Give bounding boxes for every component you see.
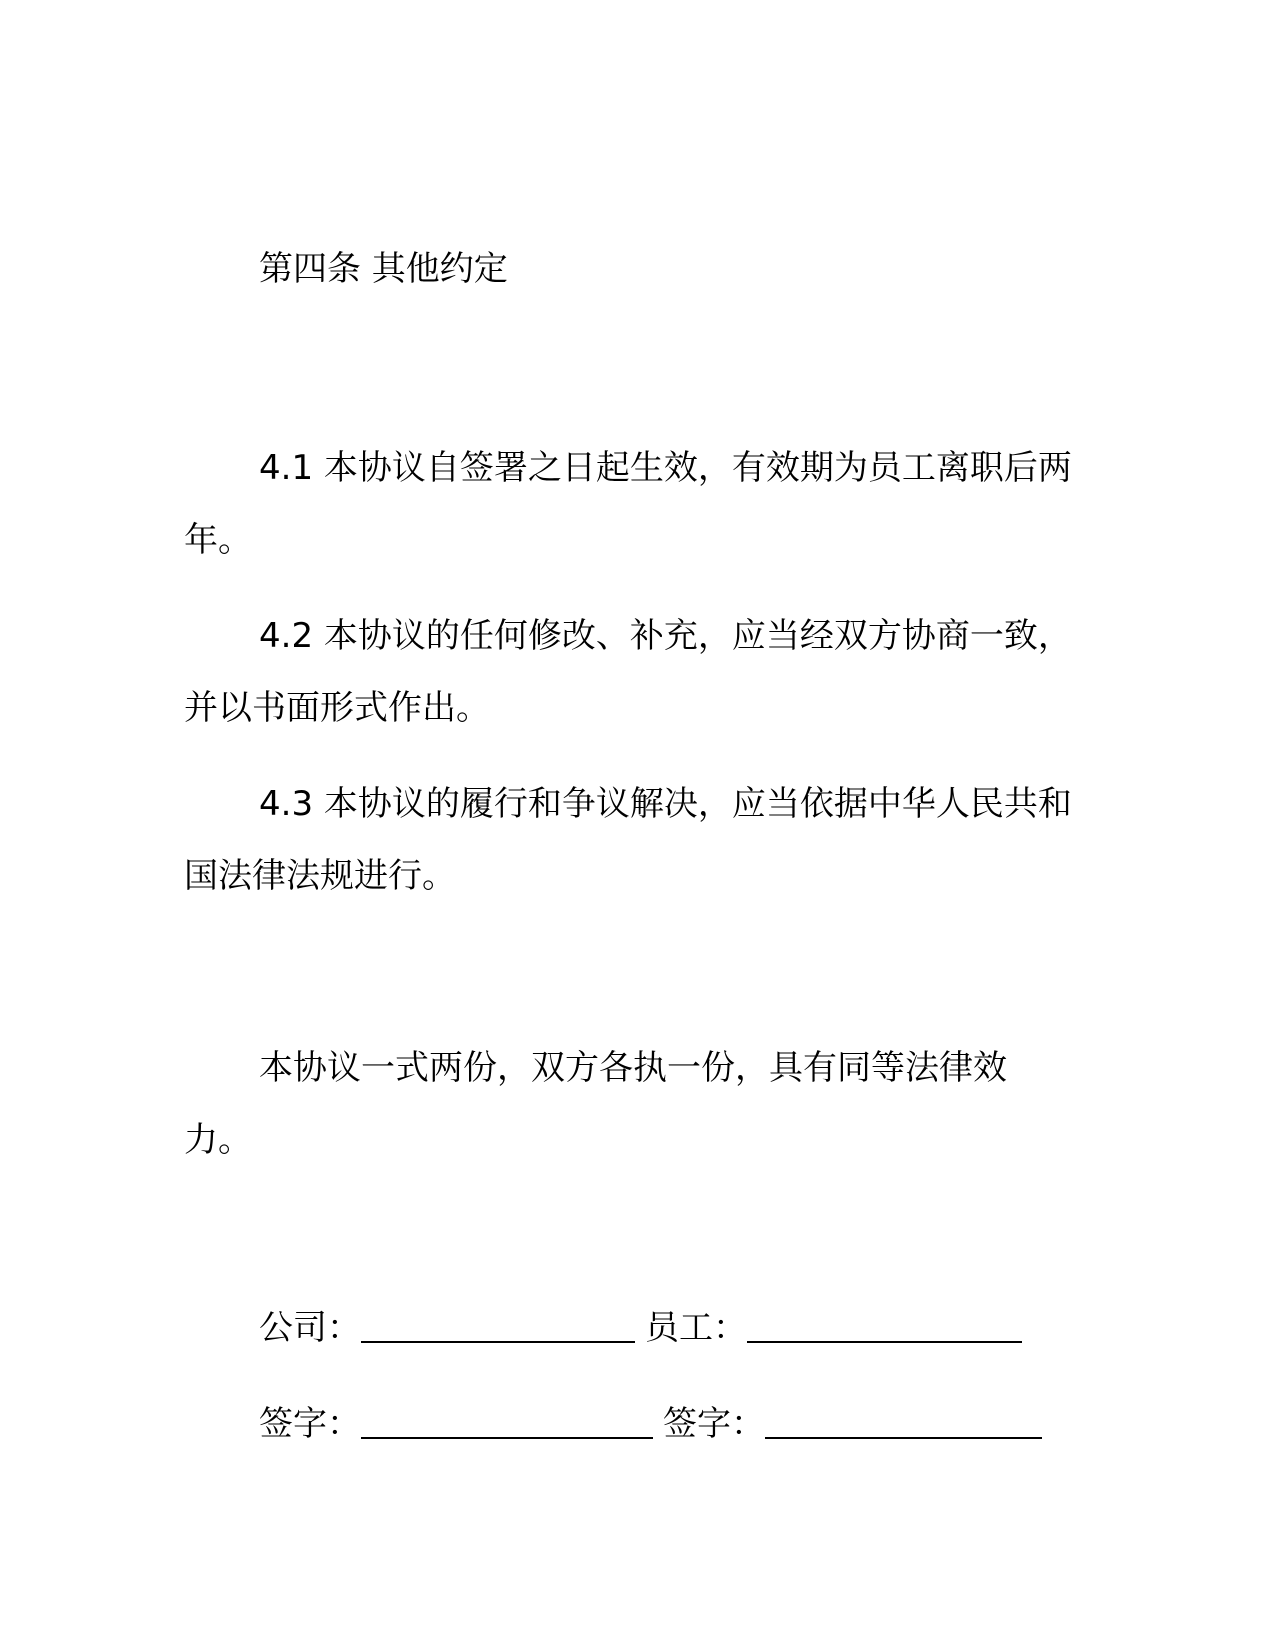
closing-statement: 本协议一式两份，双方各执一份，具有同等法律效力。 (184, 1048, 1007, 1160)
employee-signature-line[interactable] (747, 1341, 1022, 1343)
clause-4-1: 4.1 本协议自签署之日起生效，有效期为员工离职后两年。 (184, 448, 1072, 560)
clause-4-3: 4.3 本协议的履行和争议解决，应当依据中华人民共和国法律法规进行。 (184, 784, 1072, 896)
signature-row-signs (259, 1400, 1042, 1448)
clause-4-2: 4.2 本协议的任何修改、补充，应当经双方协商一致，并以书面形式作出。 (184, 616, 1072, 728)
employee-sign-line[interactable] (765, 1437, 1042, 1439)
company-sign-line[interactable] (361, 1437, 653, 1439)
employee-sign-label: 签字： (663, 1404, 765, 1444)
company-sign-label: 签字： (259, 1404, 361, 1444)
signature-row-parties (259, 1304, 1022, 1352)
employee-label: 员工： (645, 1308, 747, 1348)
company-signature-line[interactable] (361, 1341, 635, 1343)
section-heading: 第四条 其他约定 (259, 249, 508, 289)
company-label: 公司： (259, 1308, 361, 1348)
